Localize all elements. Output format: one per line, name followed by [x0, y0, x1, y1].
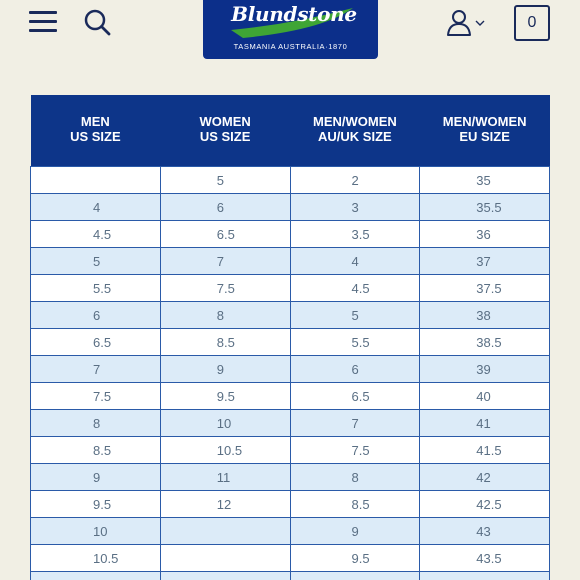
table-row: 5 7 4 37 — [31, 247, 550, 274]
size-chart-table — [30, 95, 550, 580]
brand-logo[interactable] — [203, 0, 378, 59]
table-row: 9 11 8 42 — [31, 463, 550, 490]
table-row: 6.5 8.5 5.5 38.5 — [31, 328, 550, 355]
menu-icon[interactable] — [29, 11, 57, 33]
site-header — [0, 0, 580, 62]
table-row: 8.5 10.5 7.5 41.5 — [31, 436, 550, 463]
search-icon[interactable] — [83, 8, 113, 38]
chevron-down-icon — [476, 21, 484, 25]
cart-button[interactable] — [514, 5, 550, 41]
account-icon[interactable] — [446, 8, 488, 38]
table-row — [31, 571, 550, 580]
table-row: 5.5 7.5 4.5 37.5 — [31, 274, 550, 301]
logo-name: Blundstone — [231, 2, 357, 26]
table-row: 9.5 12 8.5 42.5 — [31, 490, 550, 517]
table-row: 10.5 9.5 43.5 — [31, 544, 550, 571]
table-header-row — [31, 95, 550, 166]
header-women-us: WOMEN US SIZE — [160, 95, 290, 166]
logo-tagline: TASMANIA AUSTRALIA·1870 — [233, 42, 348, 51]
table-row: 7.5 9.5 6.5 40 — [31, 382, 550, 409]
cart-count: 0 — [527, 14, 537, 31]
table-row: 7 9 6 39 — [31, 355, 550, 382]
header-men-us: MEN US SIZE — [31, 95, 161, 166]
table-row: 6 8 5 38 — [31, 301, 550, 328]
table-row: 5 2 35 — [31, 166, 550, 193]
table-row: 4.5 6.5 3.5 36 — [31, 220, 550, 247]
table-row: 10 9 43 — [31, 517, 550, 544]
table-row: 8 10 7 41 — [31, 409, 550, 436]
table-row: 4 6 3 35.5 — [31, 193, 550, 220]
header-eu: MEN/WOMEN EU SIZE — [420, 95, 550, 166]
header-au-uk: MEN/WOMEN AU/UK SIZE — [290, 95, 420, 166]
